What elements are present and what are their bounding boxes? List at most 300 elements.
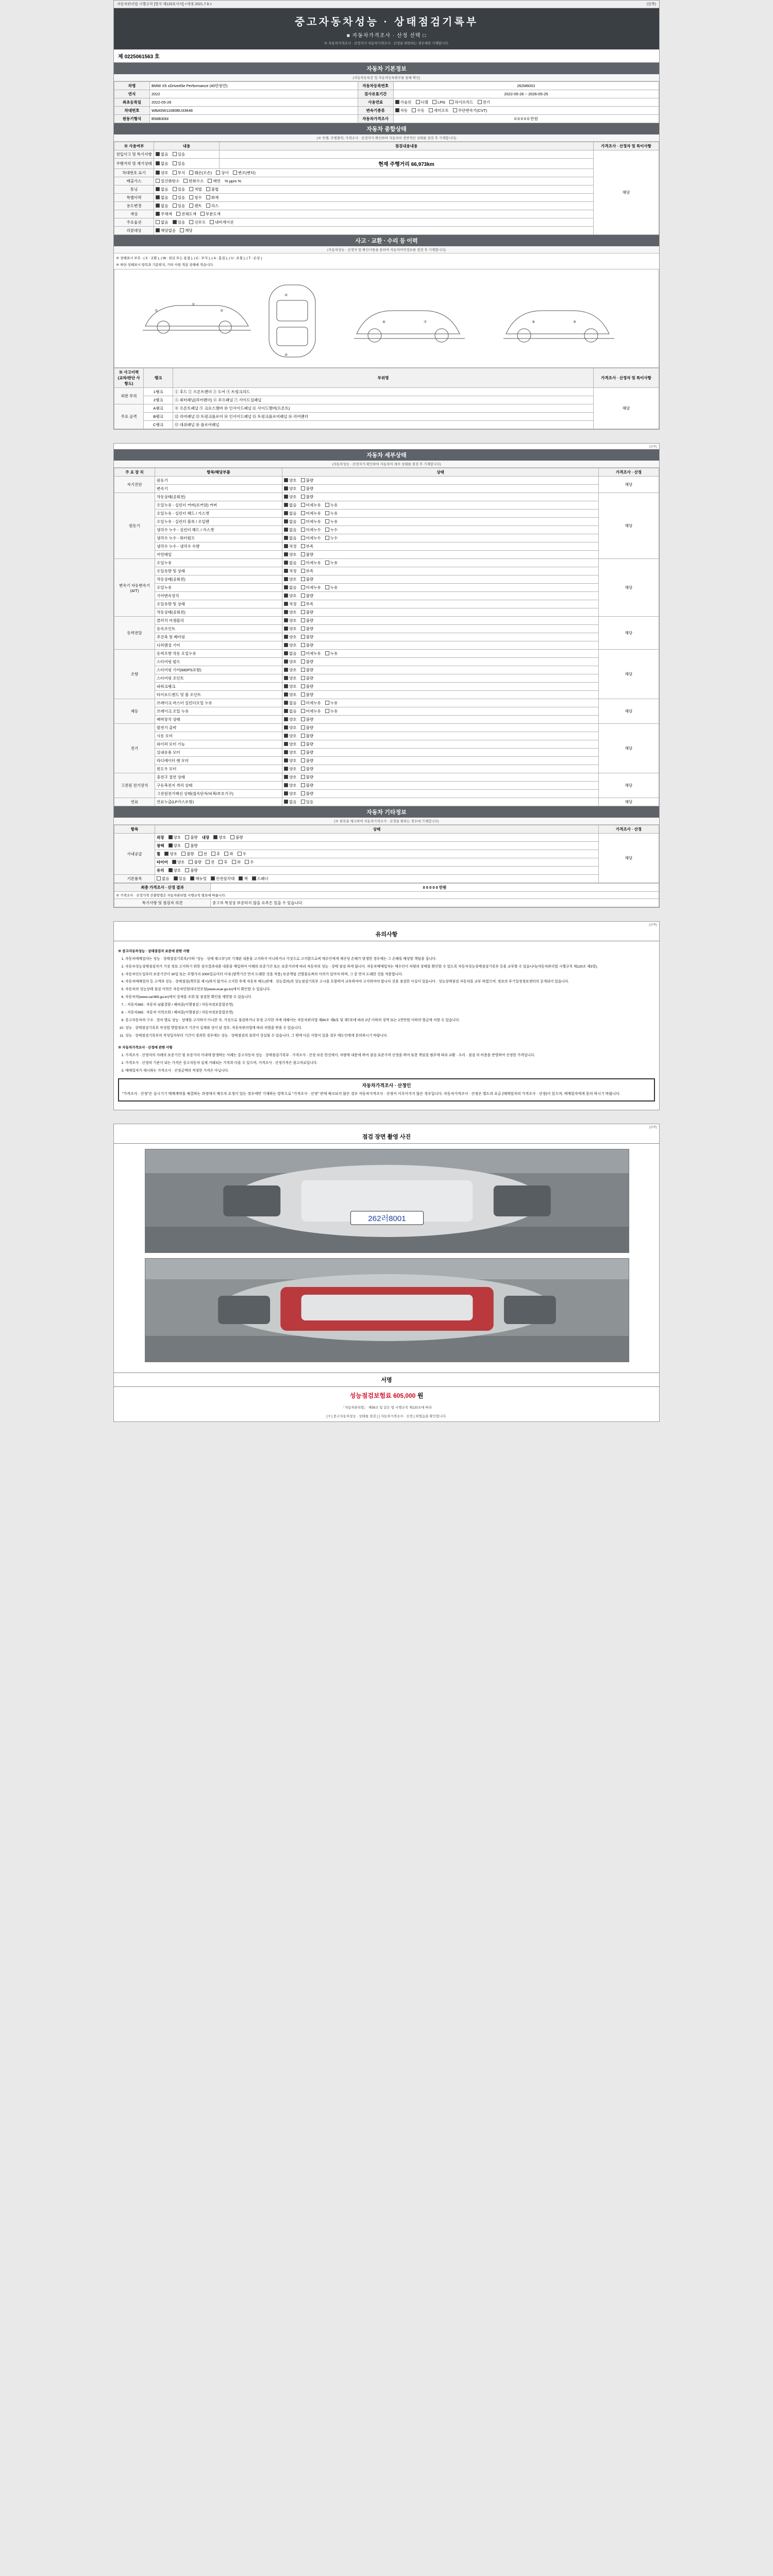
checkbox-icon[interactable] [301, 742, 305, 746]
detail-opt[interactable] [325, 527, 338, 533]
detail-opt[interactable] [301, 634, 314, 640]
overall-opt[interactable] [173, 187, 186, 192]
checkbox-icon[interactable] [284, 594, 288, 598]
detail-opt[interactable] [301, 717, 314, 722]
overall-opt[interactable] [156, 178, 179, 184]
detail-opts-1-1[interactable] [282, 501, 599, 510]
checkbox-icon[interactable] [284, 783, 288, 787]
checkbox-icon[interactable] [325, 519, 329, 523]
checkbox-icon[interactable] [284, 800, 288, 804]
detail-opt[interactable] [325, 560, 338, 566]
detail-opt[interactable] [284, 741, 297, 747]
checkbox-icon[interactable] [325, 651, 329, 655]
detail-opt[interactable] [284, 634, 297, 640]
etc-pos[interactable] [198, 851, 207, 857]
checkbox-icon[interactable] [416, 100, 420, 104]
checkbox-icon[interactable] [284, 659, 288, 664]
detail-opt[interactable] [301, 544, 314, 549]
checkbox-icon[interactable] [284, 618, 288, 622]
fuel-opt-2[interactable] [432, 100, 445, 105]
detail-opt[interactable] [284, 783, 297, 788]
checkbox-icon[interactable] [301, 643, 305, 647]
detail-opt[interactable] [325, 535, 338, 541]
checkbox-icon[interactable] [211, 852, 215, 856]
detail-opt[interactable] [301, 774, 314, 780]
checkbox-icon[interactable] [252, 876, 256, 880]
checkbox-icon[interactable] [301, 676, 305, 680]
checkbox-icon[interactable] [200, 212, 205, 216]
overall-opt[interactable] [206, 203, 219, 209]
detail-opts-1-7[interactable] [282, 551, 599, 559]
overall-opt[interactable] [173, 203, 186, 209]
checkbox-icon[interactable] [301, 552, 305, 556]
checkbox-icon[interactable] [301, 561, 305, 565]
checkbox-icon[interactable] [239, 876, 243, 880]
checkbox-icon[interactable] [284, 528, 288, 532]
detail-opts-2-0[interactable] [282, 559, 599, 567]
checkbox-icon[interactable] [301, 536, 305, 540]
checkbox-icon[interactable] [173, 171, 177, 175]
fuel-opt-3[interactable] [449, 99, 473, 105]
etc-pos[interactable] [206, 859, 214, 865]
detail-opt[interactable] [301, 783, 314, 788]
detail-opts-1-3[interactable] [282, 518, 599, 526]
detail-opt[interactable] [284, 618, 297, 623]
checkbox-icon[interactable] [156, 228, 160, 232]
detail-opt[interactable] [301, 651, 321, 656]
detail-opt[interactable] [284, 577, 297, 582]
checkbox-icon[interactable] [284, 701, 288, 705]
detail-opts-7-2[interactable] [282, 790, 599, 798]
overall-opts-1[interactable] [154, 159, 220, 169]
detail-opt[interactable] [301, 659, 314, 665]
overall-opt[interactable] [183, 178, 204, 184]
overall-opts-2[interactable] [154, 169, 594, 177]
checkbox-icon[interactable] [208, 179, 212, 183]
detail-opt[interactable] [301, 741, 314, 747]
detail-opt[interactable] [301, 609, 314, 615]
detail-opts-1-0[interactable] [282, 493, 599, 501]
checkbox-icon[interactable] [301, 594, 305, 598]
checkbox-icon[interactable] [301, 717, 305, 721]
overall-opt[interactable] [173, 151, 186, 157]
checkbox-icon[interactable] [301, 767, 305, 771]
etc-opt[interactable] [185, 835, 198, 840]
etc-item[interactable] [239, 876, 247, 882]
checkbox-icon[interactable] [453, 108, 457, 112]
overall-opt[interactable] [189, 170, 212, 176]
checkbox-icon[interactable] [190, 876, 194, 880]
checkbox-icon[interactable] [301, 602, 305, 606]
detail-opt[interactable] [301, 535, 321, 541]
checkbox-icon[interactable] [284, 503, 288, 507]
overall-opts-3[interactable] [154, 177, 594, 185]
etc-row-3[interactable] [155, 858, 599, 867]
overall-opt[interactable] [233, 170, 256, 176]
detail-opts-4-0[interactable] [282, 650, 599, 658]
detail-opt[interactable] [301, 601, 314, 607]
checkbox-icon[interactable] [213, 835, 217, 839]
detail-opts-3-0[interactable] [282, 617, 599, 625]
etc-opt[interactable] [169, 835, 181, 840]
checkbox-icon[interactable] [284, 610, 288, 614]
detail-opts-6-3[interactable] [282, 749, 599, 757]
overall-opt[interactable] [206, 195, 219, 200]
detail-opt[interactable] [284, 750, 297, 755]
etc-pos[interactable] [238, 851, 246, 857]
detail-opts-3-3[interactable] [282, 641, 599, 650]
checkbox-icon[interactable] [301, 486, 305, 490]
detail-opt[interactable] [301, 642, 314, 648]
detail-opt[interactable] [325, 511, 338, 516]
detail-opt[interactable] [301, 799, 314, 805]
overall-opt[interactable] [156, 151, 169, 157]
checkbox-icon[interactable] [284, 684, 288, 688]
checkbox-icon[interactable] [301, 725, 305, 730]
detail-opt[interactable] [284, 642, 297, 648]
detail-opts-2-3[interactable] [282, 584, 599, 592]
etc-opt[interactable] [213, 835, 226, 840]
detail-opt[interactable] [284, 478, 297, 483]
detail-opt[interactable] [325, 502, 338, 508]
detail-opt[interactable] [301, 519, 321, 524]
checkbox-icon[interactable] [189, 195, 193, 199]
checkbox-icon[interactable] [206, 195, 210, 199]
checkbox-icon[interactable] [301, 775, 305, 779]
checkbox-icon[interactable] [301, 528, 305, 532]
checkbox-icon[interactable] [284, 495, 288, 499]
checkbox-icon[interactable] [301, 783, 305, 787]
detail-opts-4-1[interactable] [282, 658, 599, 666]
checkbox-icon[interactable] [189, 220, 193, 224]
etc-item[interactable] [190, 876, 207, 882]
detail-opts-4-3[interactable] [282, 674, 599, 683]
overall-opt[interactable] [216, 170, 229, 176]
detail-opt[interactable] [325, 708, 338, 714]
checkbox-icon[interactable] [301, 800, 305, 804]
checkbox-icon[interactable] [284, 692, 288, 697]
detail-opts-2-4[interactable] [282, 592, 599, 600]
etc-pos[interactable] [224, 851, 233, 857]
detail-opt[interactable] [284, 733, 297, 739]
checkbox-icon[interactable] [198, 852, 203, 856]
detail-opt[interactable] [284, 708, 297, 714]
checkbox-icon[interactable] [284, 651, 288, 655]
detail-opt[interactable] [284, 601, 297, 607]
detail-opt[interactable] [301, 585, 321, 590]
overall-opt[interactable] [156, 228, 176, 233]
checkbox-icon[interactable] [156, 204, 160, 208]
etc-opt[interactable] [174, 876, 187, 882]
checkbox-icon[interactable] [164, 852, 169, 856]
detail-opt[interactable] [301, 593, 314, 599]
detail-opt[interactable] [284, 774, 297, 780]
checkbox-icon[interactable] [230, 835, 234, 839]
checkbox-icon[interactable] [325, 528, 329, 532]
checkbox-icon[interactable] [429, 108, 433, 112]
fuel-opt-0[interactable] [395, 99, 412, 105]
overall-opt[interactable] [173, 170, 186, 176]
etc-opt[interactable] [185, 843, 198, 849]
fuel-options[interactable] [393, 98, 659, 107]
detail-opt[interactable] [284, 725, 297, 731]
detail-opts-8-0[interactable] [282, 798, 599, 806]
checkbox-icon[interactable] [325, 536, 329, 540]
overall-opts-8[interactable] [154, 218, 594, 227]
overall-opts-6[interactable] [154, 202, 594, 210]
detail-opts-5-0[interactable] [282, 699, 599, 707]
overall-opts-5[interactable] [154, 194, 594, 202]
checkbox-icon[interactable] [238, 852, 242, 856]
checkbox-icon[interactable] [325, 709, 329, 713]
checkbox-icon[interactable] [284, 742, 288, 746]
detail-opts-3-2[interactable] [282, 633, 599, 641]
detail-opt[interactable] [284, 675, 297, 681]
checkbox-icon[interactable] [185, 868, 189, 872]
detail-opt[interactable] [284, 651, 297, 656]
detail-opts-0-0[interactable] [282, 477, 599, 485]
checkbox-icon[interactable] [206, 187, 210, 191]
checkbox-icon[interactable] [156, 195, 160, 199]
checkbox-icon[interactable] [224, 852, 228, 856]
detail-opts-6-4[interactable] [282, 757, 599, 765]
checkbox-icon[interactable] [185, 843, 189, 848]
checkbox-icon[interactable] [284, 536, 288, 540]
checkbox-icon[interactable] [284, 478, 288, 482]
detail-opt[interactable] [284, 667, 297, 673]
detail-opts-2-1[interactable] [282, 567, 599, 575]
detail-opts-1-5[interactable] [282, 534, 599, 543]
detail-opt[interactable] [301, 758, 314, 764]
checkbox-icon[interactable] [301, 750, 305, 754]
detail-opt[interactable] [284, 626, 297, 632]
etc-row-5[interactable] [155, 875, 599, 883]
checkbox-icon[interactable] [284, 569, 288, 573]
checkbox-icon[interactable] [169, 868, 173, 872]
overall-opt[interactable] [189, 195, 202, 200]
checkbox-icon[interactable] [284, 758, 288, 762]
checkbox-icon[interactable] [284, 791, 288, 795]
checkbox-icon[interactable] [185, 835, 189, 839]
checkbox-icon[interactable] [284, 519, 288, 523]
trans-opt-2[interactable] [429, 108, 449, 113]
detail-opt[interactable] [284, 593, 297, 599]
trans-opt-3[interactable] [453, 108, 487, 113]
etc-row-2[interactable] [155, 850, 599, 858]
overall-opt[interactable] [210, 219, 233, 225]
checkbox-icon[interactable] [284, 668, 288, 672]
checkbox-icon[interactable] [173, 195, 177, 199]
overall-opts-7[interactable] [154, 210, 594, 218]
etc-row-0[interactable] [155, 834, 599, 842]
overall-opt[interactable] [173, 161, 186, 166]
detail-opt[interactable] [301, 675, 314, 681]
checkbox-icon[interactable] [301, 618, 305, 622]
detail-opt[interactable] [301, 692, 314, 698]
checkbox-icon[interactable] [156, 171, 160, 175]
detail-opt[interactable] [301, 568, 314, 574]
overall-opt[interactable] [156, 211, 172, 217]
detail-opt[interactable] [284, 502, 297, 508]
checkbox-icon[interactable] [301, 791, 305, 795]
detail-opt[interactable] [301, 733, 314, 739]
checkbox-icon[interactable] [301, 626, 305, 631]
overall-opts-4[interactable] [154, 185, 594, 194]
detail-opt[interactable] [284, 519, 297, 524]
checkbox-icon[interactable] [301, 503, 305, 507]
photo-underbody-front[interactable] [145, 1149, 629, 1253]
checkbox-icon[interactable] [206, 204, 210, 208]
photo-underbody-rear[interactable] [145, 1258, 629, 1362]
checkbox-icon[interactable] [301, 544, 305, 548]
checkbox-icon[interactable] [284, 734, 288, 738]
detail-opt[interactable] [301, 618, 314, 623]
checkbox-icon[interactable] [284, 544, 288, 548]
detail-opt[interactable] [301, 667, 314, 673]
detail-opt[interactable] [284, 585, 297, 590]
detail-opts-6-1[interactable] [282, 732, 599, 740]
etc-opt[interactable] [181, 851, 194, 857]
detail-opt[interactable] [301, 708, 321, 714]
checkbox-icon[interactable] [156, 220, 160, 224]
checkbox-icon[interactable] [301, 519, 305, 523]
checkbox-icon[interactable] [189, 860, 193, 864]
checkbox-icon[interactable] [284, 585, 288, 589]
checkbox-icon[interactable] [284, 552, 288, 556]
checkbox-icon[interactable] [432, 100, 436, 104]
overall-opts-9[interactable] [154, 227, 594, 235]
checkbox-icon[interactable] [325, 503, 329, 507]
overall-opt[interactable] [156, 170, 169, 176]
checkbox-icon[interactable] [206, 860, 210, 864]
etc-row-1[interactable] [155, 842, 599, 850]
overall-opt[interactable] [156, 195, 169, 200]
detail-opt[interactable] [284, 799, 297, 805]
detail-opt[interactable] [284, 717, 297, 722]
overall-opt[interactable] [156, 187, 169, 192]
checkbox-icon[interactable] [156, 179, 160, 183]
checkbox-icon[interactable] [301, 585, 305, 589]
checkbox-icon[interactable] [284, 486, 288, 490]
checkbox-icon[interactable] [216, 171, 220, 175]
checkbox-icon[interactable] [301, 701, 305, 705]
detail-opt[interactable] [284, 609, 297, 615]
etc-pos[interactable] [211, 851, 220, 857]
etc-pos[interactable] [232, 859, 241, 865]
etc-opt[interactable] [185, 868, 198, 873]
detail-opts-6-5[interactable] [282, 765, 599, 773]
detail-opt[interactable] [325, 700, 338, 706]
checkbox-icon[interactable] [156, 187, 160, 191]
overall-opt[interactable] [189, 219, 206, 225]
checkbox-icon[interactable] [301, 478, 305, 482]
detail-opt[interactable] [284, 544, 297, 549]
checkbox-icon[interactable] [301, 692, 305, 697]
checkbox-icon[interactable] [301, 668, 305, 672]
fuel-opt-1[interactable] [416, 99, 429, 105]
checkbox-icon[interactable] [301, 511, 305, 515]
overall-opt[interactable] [208, 178, 221, 184]
checkbox-icon[interactable] [189, 187, 193, 191]
etc-item[interactable] [252, 876, 268, 882]
checkbox-icon[interactable] [157, 876, 161, 880]
checkbox-icon[interactable] [284, 643, 288, 647]
checkbox-icon[interactable] [301, 734, 305, 738]
checkbox-icon[interactable] [284, 709, 288, 713]
checkbox-icon[interactable] [301, 610, 305, 614]
checkbox-icon[interactable] [284, 725, 288, 730]
etc-opt[interactable] [189, 859, 201, 865]
trans-opt-1[interactable] [412, 108, 425, 113]
detail-opt[interactable] [301, 478, 314, 483]
detail-opts-1-4[interactable] [282, 526, 599, 534]
etc-pos[interactable] [219, 859, 227, 865]
checkbox-icon[interactable] [172, 860, 176, 864]
overall-opt[interactable] [156, 161, 169, 166]
detail-opt[interactable] [284, 758, 297, 764]
checkbox-icon[interactable] [284, 511, 288, 515]
detail-opt[interactable] [284, 552, 297, 557]
overall-opt[interactable] [180, 228, 193, 233]
detail-opt[interactable] [301, 527, 321, 533]
checkbox-icon[interactable] [395, 108, 399, 112]
overall-opts-0[interactable] [154, 150, 220, 159]
detail-opts-5-2[interactable] [282, 716, 599, 724]
checkbox-icon[interactable] [284, 635, 288, 639]
checkbox-icon[interactable] [284, 767, 288, 771]
checkbox-icon[interactable] [284, 750, 288, 754]
checkbox-icon[interactable] [156, 161, 160, 165]
checkbox-icon[interactable] [284, 602, 288, 606]
detail-opts-2-2[interactable] [282, 575, 599, 584]
checkbox-icon[interactable] [284, 676, 288, 680]
detail-opts-6-2[interactable] [282, 740, 599, 749]
detail-opt[interactable] [301, 494, 314, 500]
detail-opts-0-1[interactable] [282, 485, 599, 493]
checkbox-icon[interactable] [325, 701, 329, 705]
checkbox-icon[interactable] [173, 220, 177, 224]
detail-opt[interactable] [284, 766, 297, 772]
detail-opt[interactable] [301, 700, 321, 706]
checkbox-icon[interactable] [173, 161, 177, 165]
checkbox-icon[interactable] [173, 204, 177, 208]
overall-opt[interactable] [156, 219, 169, 225]
checkbox-icon[interactable] [169, 843, 173, 848]
checkbox-icon[interactable] [301, 659, 305, 664]
etc-opt[interactable] [230, 835, 243, 840]
detail-opts-2-6[interactable] [282, 608, 599, 617]
checkbox-icon[interactable] [233, 171, 237, 175]
car-damage-diagram[interactable] [114, 269, 659, 368]
detail-opt[interactable] [325, 651, 338, 656]
checkbox-icon[interactable] [325, 585, 329, 589]
overall-opt[interactable] [176, 211, 196, 217]
overall-opt[interactable] [200, 211, 221, 217]
detail-opts-4-2[interactable] [282, 666, 599, 674]
checkbox-icon[interactable] [478, 100, 482, 104]
detail-opts-1-2[interactable] [282, 510, 599, 518]
checkbox-icon[interactable] [284, 717, 288, 721]
detail-opt[interactable] [301, 791, 314, 796]
detail-opt[interactable] [301, 577, 314, 582]
checkbox-icon[interactable] [284, 626, 288, 631]
detail-opt[interactable] [301, 511, 321, 516]
detail-opt[interactable] [284, 494, 297, 500]
detail-opt[interactable] [301, 560, 321, 566]
checkbox-icon[interactable] [301, 569, 305, 573]
checkbox-icon[interactable] [176, 212, 180, 216]
overall-opt[interactable] [173, 219, 186, 225]
